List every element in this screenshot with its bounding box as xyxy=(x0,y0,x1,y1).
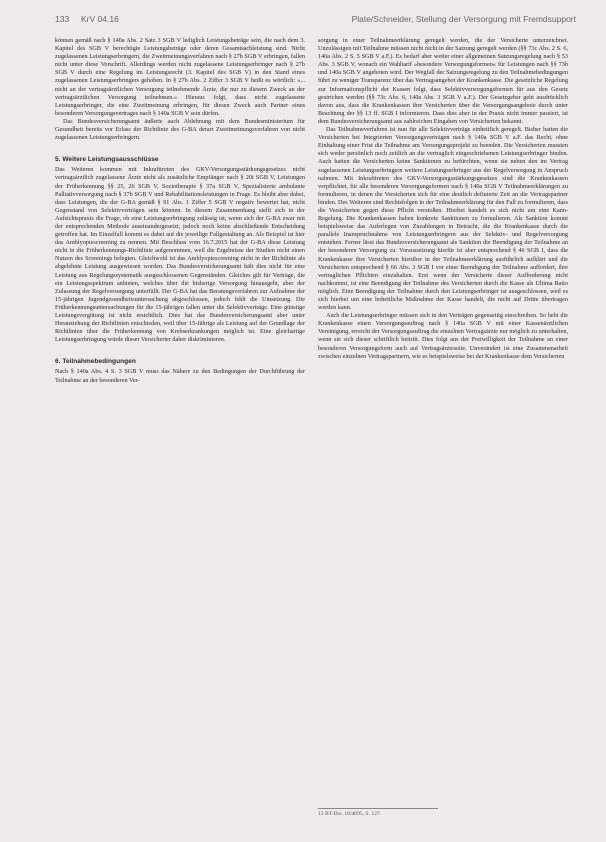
page-number: 133 xyxy=(55,14,70,24)
paragraph: Auch die Leistungserbringer müssen sich in den Verträgen gegenseitig einschreiben. So hebt die Krankenkasse einen Versorgungsauftrag nach § 140a SGB V mit einer Kassenärztlichen Vereinigung, erreicht der Versorgungsauftrag die einzelnen Vertragsärzte nur möglich zu unterhalten, wenn sie sich dieser schriftlich beitritt. Dies folgt aus der Freiwilligkeit der Teilnahme an einer besonderen Versorgungsform auch auf Vertragsärzteseite. Unverändert ist eine Zusammenarbeit zwischen einzelnen Vertragspartnern, wie es beispielsweise bei der Krankenkasse dem Versicherten xyxy=(318,312,568,360)
paragraph: Nach § 140a Abs. 4 S. 3 SGB V muss das Nähere zu den Bedingungen der Durchführung der Teilnahme an der besonderen Ver- xyxy=(55,368,305,384)
section-heading: 5. Weitere Leistungsausschlüsse xyxy=(55,156,159,164)
paragraph: sorgung in einer Teilnahmeerklärung geregelt werden, die der Versicherte unterzeichnet. Unzulässigen mit Teilnahme müssen nicht nicht in der Satzung geregelt werden (§§ 73c Abs. 2 S. 6, 140a Abs. 2 S. 5 SGB V a.F.). Es bedarf aber weiter einer allgemeinen Satzungsregelung nach § 53 Abs. 3 SGB V, wonach ein Wahltarif »besondere Versorgungsformen« für Leistungen nach §§ 73b und 140a SGB V angeboten wird. Der Wegfall der Satzungsregelung zu den Teilnahmebedingungen führt zu weniger Transparenz über das Vertragsangebot der Krankenkasse. Die gesetzliche Regelung zur Informationspflicht der Kassen folgt, dass Selektivversorgungsformen für aus den Gesetz gestrichen werden (§§ 73c Abs. 6, 140a Abs. 3 SGB V a.F.). Der Gesetzgeber geht ausdrücklich davon aus, dass die Krankenkassen ihre Versicherten über die Versorgungsangebote durch unter Beachtung der §§ 13 ff. SGB I informieren. Dass dies aber in der Praxis nicht immer passiert, ist dem Bundesversicherungsamt aus zahlreichen Eingaben von Versicherten bekannt. xyxy=(318,37,568,125)
paragraph: können gemäß nach § 140a Abs. 2 Satz 3 SGB V lediglich Leistungsbeträge sein, die nach dem 3. Kapitel des SGB V berechtigte Leistungsbeträge oder deren Gesamtsachleistung sind. Nicht zugelassenen Leistungserbringern, die Zweitmeinungsverfahren nach § 27b SGB V erbringen, fallen nicht unter diese Vorschrift. Allerdings werden nicht zugelassene Leistungserbringer nach § 27b SGB V durch eine Regelung im Leistungsrecht (3. Kapitel des SGB V) in den Stand eines zugelassenen Leistungserbringers gehoben. In § 27b Abs. 2 Ziffer 3 SGB V heißt es wörtlich: »... nicht an der vertragsärztlichen Versorgung teilnehmende Ärzte, die nur zu diesem Zweck an der vertragsärztlichen Versorgung teilnehmen.« Hieraus folgt, dass nicht zugelassene Leistungserbringer, die eine Zweitmeinung erbringen, für diesen Zweck auch Partner eines besonderen Versorgungsvertrages nach § 140a SGB V sein dürfen. xyxy=(55,37,305,117)
paragraph: Das Bundesversicherungsamt äußerte auch Ablehnung mit dem Bundesministerium für Gesundheit bereits vor Erlass der Richtlinie des G-BA derart Zweitmeinungsverfahren von nicht zugelassenen Leistungserbringern. xyxy=(55,117,305,142)
page-header xyxy=(55,14,576,28)
footnote: 12 BT-Drs. 18/4095, S. 127. xyxy=(318,808,438,817)
right-column xyxy=(318,37,568,361)
paragraph: Das Weiteren kommen mit Inkrafttreten des GKV-Versorgungsstärkungsgesetzes nicht vertragsärztlich zugelassene Ärzte nicht als zusätzliche Empfänger nach § 20i SGB V, Leistungen der Früherkennung §§ 25, 26 SGB V, Soziotherapie § 37a SGB V, Spezialisierte ambulante Palliativversorgung nach § 37b SGB V und Rehabilitationsleistungen in Frage. Es bleibt aber dabei, dass Leistungen, die der G-BA gemäß § 91 Abs. 1 Ziffer 5 SGB V negativ bewertet hat, nicht Gegenstand von Selektivverträgen sein können. In diesem Zusammenhang stellt sich in der Aufsichtspraxis die Frage, ob eine Leistungserbringung zulässig ist, wenn sich der G-BA zwar mit der entsprechenden Methode auseinandergesetzt, jedoch noch keine abschließende Entscheidung getroffen hat. Im Einzelfall kommt es dabei auf die jeweilige Fallgestaltung an. Als Beispiel ist hier das Amblyopiescreening zu nennen. Mit Beschluss vom 16.7.2015 hat der G-BA diese Leistung nicht in die Früherkennungs-Richtlinie aufgenommen, weil die Ergebnisse der Studien nicht einen Nutzen des Screenings belegten. Gleichwohl ist das Amblyopiescreening nicht in der Richtlinie als abgelehnte Leistung ausgewiesen worden. Das Bundesversicherungsamt hält dies nicht für eine Leistung aus Regelungssystematik ausgeschlossenen Gegenständen. Gleiches gilt für Verträge, die ein Leistungsspektrum anbieten, welches über die bisherige Versorgung hinausgeht, aber der Zulassung der Regelversorgung unterfällt. Der G-BA hat das Beratungsverfahren zur Aufnahme der 15-jährigen Jugendgesundheitsuntersuchung abgeschlossen, jedoch fehlt die Umsetzung. Die Früherkennungsuntersuchungen für die 15-jährigen fallen unter die Selektivverträge. Eine günstige Leistungsvergütung ist nicht ersichtlich. Dies hat das Bundesversicherungsamt aber unter Heranziehung der Richtlinien entschieden, weil über 15-Jährige als Leistung auf der Grundlage der Richtlinien über die Früherkennung von Krebserkrankungen möglich ist. Eine gleichartige Leistungserbringung würde dieser Versicherter daher diskriminieren. xyxy=(55,166,305,344)
left-column xyxy=(55,37,305,385)
journal-name: KrV 04.16 xyxy=(81,14,119,24)
paragraph: Das Teilnahmeverfahren ist nun für alle Selektivverträge einheitlich geregelt. Bisher hatten die Versicherten bei Integrierten Versorgungsverträgen nach § 140a SGB V a.F. das Recht, ohne Einhaltung einer Frist die Teilnahme am Versorgungsprojekt zu beenden. Die Versicherten mussten sich weder persönlich noch zeitlich an die vertraglich eingeschriebenen Leistungserbringer binden. Auch hatten die Versicherten keine Sanktionen zu befürchten, wenn sie neben den im Vertrag zugelassenen Leistungserbringern weitere Leistungserbringer aus der Regelversorgung in Anspruch nahmen. Mit Inkrafttreten des GKV-Versorgungsstärkungsgesetzes sind die Krankenkassen verpflichtet, für alle besonderen Versorgungsformen nach § 140a SGB V Teilnahmeerklärungen zu formulieren, in denen die Versicherten sich für eine deutlich definierte Zeit an die Vertragspartner binden. Des Weiteren sind Rechtsfolgen in der Teilnahmeerklärung für den Fall zu formulieren, dass die Versicherten gegen diese Pflicht verstoßen. Hierbei handelt es sich nicht um eine Kann-Regelung. Die Krankenkassen haben konkrete Sanktionen zu formulieren. Als Sanktion kommt beispielsweise das Auferlegen von Zuzahlungen in Betracht, die die Krankenkasse durch die parallele Inanspruchnahme von Leistungserbringern aus der Selektiv- und Regelversorgung entstehen. Ferner lässt das Bundesversicherungsamt als Sanktion die Beendigung der Teilnahme an der besonderen Versorgung zu. Voraussetzung hierfür ist aber entsprechend § 46 SGB I, dass die Krankenkasse ihre Versicherten hierüber in der Teilnahmeerklärung ausführlich aufklärt und die Versicherten entsprechend § 66 Abs. 3 SGB I vor einer Beendigung der Teilnahme auffordert, ihre vertraglichen Pflichten einzuhalten. Erst wenn der Versicherte dieser Aufforderung nicht nachkommt, ist eine Beendigung der Teilnahme des Versicherten durch die Kasse als Ultima Ratio möglich. Eine Beendigung der Teilnahme durch den Leistungserbringer ist ausgeschlossen, weil es sich hierbei um eine hoheitliche Maßnahme der Kasse handelt, die nicht auf Dritte übertragen werden kann. xyxy=(318,126,568,312)
section-heading: 6. Teilnahmebedingungen xyxy=(55,358,136,366)
article-running-title: Plate/Schneider, Stellung der Versorgung mit Fremdsupport xyxy=(351,14,576,24)
header-left xyxy=(55,14,119,24)
